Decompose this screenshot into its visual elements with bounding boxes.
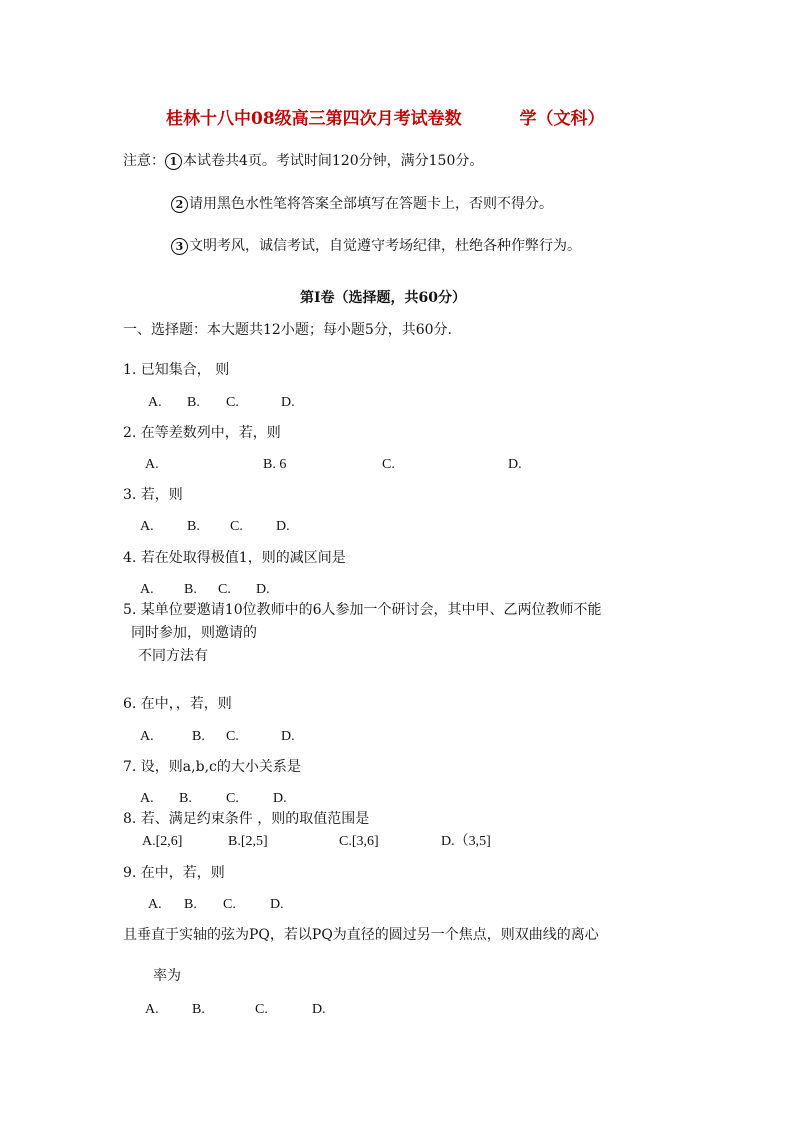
q3-option-b: B. bbox=[187, 519, 200, 534]
q8-option-b: B.[2,5] bbox=[228, 834, 268, 849]
note-text-1: 本试卷共4页。考试时间120分钟，满分150分。 bbox=[183, 153, 484, 169]
q6-option-d: D. bbox=[281, 729, 295, 744]
circled-number-2: 2 bbox=[171, 196, 188, 213]
q9-option-d: D. bbox=[270, 897, 284, 912]
q9-option-a: A. bbox=[148, 897, 162, 912]
question-7-stem: 7. 设，则a,b,c的大小关系是 bbox=[123, 759, 301, 775]
note-line-3 bbox=[171, 237, 581, 255]
notes-label: 注意： bbox=[123, 153, 165, 169]
q6-option-c: C. bbox=[226, 729, 239, 744]
q3-option-d: D. bbox=[276, 519, 290, 534]
q1-option-d: D. bbox=[281, 395, 295, 410]
question-3-stem: 3. 若，则 bbox=[123, 487, 183, 503]
q4-option-d: D. bbox=[256, 582, 270, 597]
title-part-2: 学（文科） bbox=[519, 109, 605, 129]
q4-option-a: A. bbox=[140, 582, 154, 597]
circled-number-3: 3 bbox=[171, 238, 188, 255]
note-line-2 bbox=[171, 195, 553, 213]
q8-option-d: D.（3,5] bbox=[441, 834, 491, 849]
q3-option-c: C. bbox=[230, 519, 243, 534]
circled-number-1: 1 bbox=[165, 153, 182, 170]
q8-option-a: A.[2,6] bbox=[142, 834, 183, 849]
note-text-3: 文明考风，诚信考试，自觉遵守考场纪律，杜绝各种作弊行为。 bbox=[189, 238, 581, 254]
q6-option-b: B. bbox=[192, 729, 205, 744]
q4-option-b: B. bbox=[184, 582, 197, 597]
question-1-stem: 1. 已知集合， 则 bbox=[123, 362, 230, 378]
q8-option-c: C.[3,6] bbox=[339, 834, 379, 849]
title-part-1: 桂林十八中08级高三第四次月考试卷数 bbox=[166, 109, 462, 129]
q2-option-c: C. bbox=[382, 457, 395, 472]
q2-option-d: D. bbox=[508, 457, 522, 472]
q2-option-b: B. 6 bbox=[263, 457, 287, 472]
q7-option-d: D. bbox=[273, 791, 287, 806]
question-4-stem: 4. 若在处取得极值1，则的减区间是 bbox=[123, 550, 346, 566]
q2-option-a: A. bbox=[145, 457, 159, 472]
question-9-stem: 9. 在中，若，则 bbox=[123, 865, 225, 881]
q1-option-c: C. bbox=[226, 395, 239, 410]
question-10-line-1: 且垂直于实轴的弦为PQ，若以PQ为直径的圆过另一个焦点，则双曲线的离心 bbox=[123, 927, 599, 943]
q1-option-a: A. bbox=[148, 395, 162, 410]
section-instruction: 一、选择题：本大题共12小题；每小题5分，共60分. bbox=[123, 322, 452, 338]
document-title bbox=[166, 110, 605, 128]
question-5-line-1: 5. 某单位要邀请10位教师中的6人参加一个研讨会，其中甲、乙两位教师不能 bbox=[123, 602, 602, 618]
q7-option-c: C. bbox=[226, 791, 239, 806]
q9-option-b: B. bbox=[184, 897, 197, 912]
question-5-line-2: 同时参加，则邀请的 bbox=[131, 625, 257, 641]
question-2-stem: 2. 在等差数列中，若，则 bbox=[123, 425, 281, 441]
question-8-stem: 8. 若、满足约束条件 ，则的取值范围是 bbox=[123, 811, 370, 827]
note-line-1 bbox=[123, 152, 483, 170]
q7-option-b: B. bbox=[179, 791, 192, 806]
note-text-2: 请用黑色水性笔将答案全部填写在答题卡上，否则不得分。 bbox=[189, 196, 553, 212]
q10-option-d: D. bbox=[312, 1002, 326, 1017]
q3-option-a: A. bbox=[140, 519, 154, 534]
q6-option-a: A. bbox=[140, 729, 154, 744]
q10-option-c: C. bbox=[255, 1002, 268, 1017]
q10-option-a: A. bbox=[145, 1002, 159, 1017]
question-5-line-3: 不同方法有 bbox=[138, 648, 208, 664]
q4-option-c: C. bbox=[218, 582, 231, 597]
section-heading: 第I卷（选择题，共60分） bbox=[300, 290, 467, 306]
question-6-stem: 6. 在中，，若，则 bbox=[123, 696, 232, 712]
question-10-line-2: 率为 bbox=[153, 968, 181, 984]
q1-option-b: B. bbox=[187, 395, 200, 410]
q9-option-c: C. bbox=[223, 897, 236, 912]
q7-option-a: A. bbox=[140, 791, 154, 806]
q10-option-b: B. bbox=[192, 1002, 205, 1017]
